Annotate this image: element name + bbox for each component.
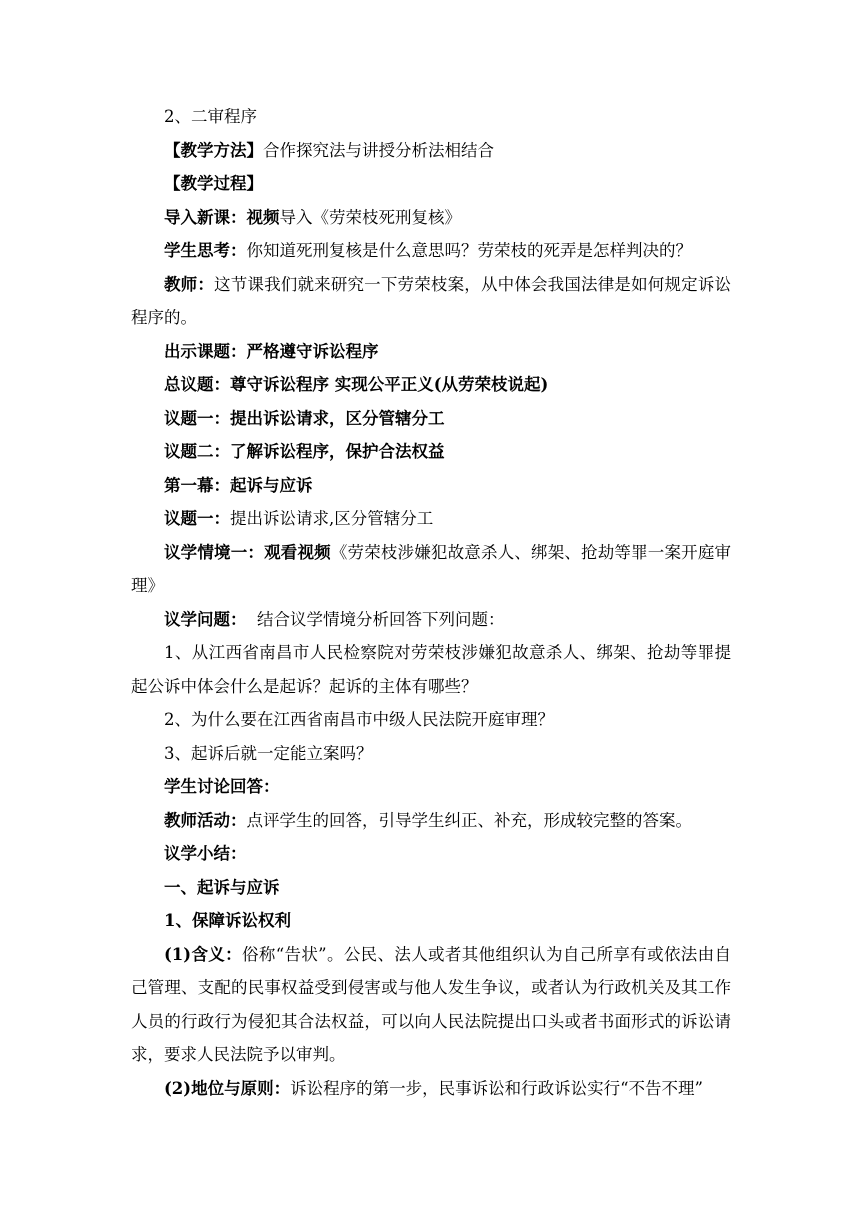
- paragraph-section-one: [131, 871, 731, 905]
- paragraph-teacher-activity: [131, 804, 731, 838]
- text-segment: 结合议学情境分析回答下列问题：: [246, 609, 505, 629]
- text-segment: 3、起诉后就一定能立案吗？: [164, 743, 373, 763]
- heading-label: (1)含义：: [164, 944, 242, 964]
- text-segment: 这节课我们就来研究一下劳荣枝案，从中体会我国法律是如何规定诉讼程序的。: [131, 274, 732, 327]
- paragraph-scenario-one: [131, 536, 731, 603]
- paragraph-teaching-method: [131, 134, 731, 168]
- paragraph-summary: [131, 837, 731, 871]
- text-segment: 点评学生的回答，引导学生纠正、补充，形成较完整的答案。: [246, 810, 692, 830]
- text-segment: 合作探究法与讲授分析法相结合: [263, 140, 494, 160]
- paragraph-status-principle: [131, 1072, 731, 1106]
- heading-label: 议学情境一：观看视频: [164, 542, 331, 562]
- heading-label: 1、保障诉讼权利: [164, 911, 291, 930]
- paragraph-second-instance: [131, 100, 731, 134]
- heading-label: 【教学过程】: [164, 174, 263, 193]
- paragraph-question-2: [131, 703, 731, 737]
- paragraph-question-1: [131, 636, 731, 703]
- paragraph-main-topic: [131, 368, 731, 402]
- heading-label: 总议题：尊守诉讼程序 实现公平正义(从劳荣枝说起): [164, 375, 549, 394]
- heading-label: 教师：: [164, 274, 215, 294]
- paragraph-subsection-one: [131, 904, 731, 938]
- heading-label: 第一幕：起诉与应诉: [164, 475, 313, 495]
- paragraph-teaching-process: [131, 167, 731, 201]
- heading-label: (2)地位与原则：: [164, 1078, 291, 1098]
- text-segment: 你知道死刑复核是什么意思吗？劳荣枝的死弄是怎样判决的？: [246, 241, 692, 260]
- paragraph-topic-one-detail: [131, 502, 731, 536]
- paragraph-act-one: [131, 469, 731, 503]
- heading-label: 导入新课：视频: [164, 207, 280, 227]
- paragraph-show-topic: [131, 335, 731, 369]
- paragraph-teacher: [131, 268, 731, 335]
- heading-label: 议题二：了解诉讼程序，保护合法权益: [164, 442, 445, 461]
- paragraph-topic-one: [131, 402, 731, 436]
- text-segment: 提出诉讼请求,区分管辖分工: [230, 509, 434, 528]
- text-segment: 2、二审程序: [164, 107, 257, 126]
- paragraph-question-3: [131, 737, 731, 771]
- text-segment: 1、从江西省南昌市人民检察院对劳荣枝涉嫌犯故意杀人、绑架、抢劫等罪提起公诉中体会什么是起诉？起诉的主体有哪些？: [131, 643, 731, 696]
- text-segment: 导入《劳荣枝死刑复核》: [279, 207, 461, 227]
- paragraph-definition: [131, 938, 731, 1072]
- paragraph-student-discussion: [131, 770, 731, 804]
- text-segment: 诉讼程序的第一步，民事诉讼和行政诉讼实行“不告不理”: [290, 1078, 703, 1098]
- text-segment: 俗称“告状”。公民、法人或者其他组织认为自己所享有或依法由自己管理、支配的民事权益受到侵害或与他人发生争议，或者认为行政机关及其工作人员的行政行为侵犯其合法权益，可以向人民法院提出口头或者书面形式的诉讼请求，要求人民法院予以审判。: [131, 944, 731, 1064]
- heading-label: 【教学方法】: [164, 140, 263, 160]
- heading-label: 议学问题：: [164, 609, 247, 629]
- heading-label: 教师活动：: [164, 810, 247, 830]
- text-segment: 《劳荣枝涉嫌犯故意杀人、绑架、抢劫等罪一案开庭审理》: [131, 542, 732, 595]
- text-segment: 2、为什么要在江西省南昌市中级人民法院开庭审理？: [164, 710, 554, 729]
- heading-label: 学生讨论回答：: [164, 777, 280, 796]
- heading-label: 议题一：: [164, 509, 230, 528]
- paragraph-student-thinking: [131, 234, 731, 268]
- heading-label: 议题一：提出诉讼请求，区分管辖分工: [164, 408, 445, 428]
- heading-label: 议学小结：: [164, 844, 247, 863]
- paragraph-intro: [131, 201, 731, 235]
- heading-label: 出示课题：严格遵守诉讼程序: [164, 341, 379, 361]
- paragraph-topic-two: [131, 435, 731, 469]
- document-body: [131, 100, 731, 1105]
- paragraph-questions: [131, 603, 731, 637]
- heading-label: 学生思考：: [164, 241, 247, 260]
- heading-label: 一、起诉与应诉: [164, 877, 280, 897]
